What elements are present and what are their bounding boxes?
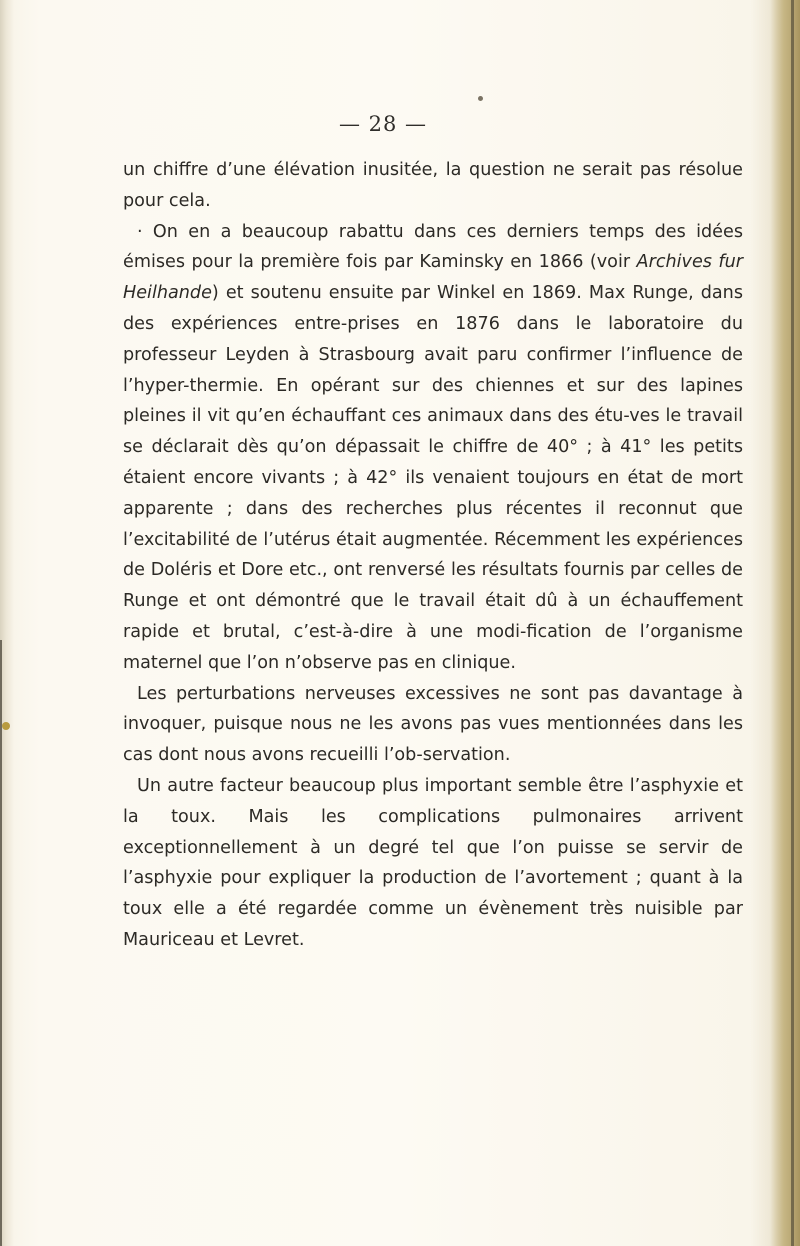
paragraph-1: un chiffre d’une élévation inusitée, la question ne serait pas résolue pour cela.: [123, 160, 743, 211]
paragraph-2-part-2: ) et soutenu ensuite par Winkel en 1869. Max Runge, dans des expériences entre-prises en 1876 dans le laboratoire du professeur Leyden à Strasbourg avait paru confirmer l’influence de l’hyper-thermie. En opérant sur des chiennes et sur des lapines pleines il vit qu’en échauffant ces animaux dans des étu-ves le travail se déclarait dès qu’on dépassait le chiffre de 40° ; à 41° les petits étaient encore vivants ; à 42° ils venaient toujours en état de mort apparente ; dans des recherches plus récentes il reconnut que l’excitabilité de l’utérus était augmentée. Récemment les expériences de Doléris et Dore etc., ont renversé les résultats fournis par celles de Runge et ont démontré que le travail était dû à un échauffement rapide et brutal, c’est-à-dire à une modi-fication de l’organisme maternel que l’on n’observe pas en clinique.: [123, 283, 743, 673]
paragraph-4: Un autre facteur beaucoup plus important semble être l’asphyxie et la toux. Mais les complications pulmonaires arrivent exceptionnellement à un degré tel que l’on puisse se servir de l’asphyxie pour expliquer la production de l’avortement ; quant à la toux elle a été regardée comme un évènement très nuisible par Mauriceau et Levret.: [123, 775, 743, 950]
page-number: — 28 —: [338, 112, 428, 136]
page-right-edge: [770, 0, 800, 1246]
journal-title: Archives fur Heilhande: [123, 252, 743, 304]
margin-stain: [2, 722, 10, 730]
page-right-binding-line: [791, 0, 794, 1246]
paragraph-2-part-1: · On en a beaucoup rabattu dans ces derniers temps des idées émises pour la première fois par Kaminsky en 1866 (voir: [123, 221, 743, 273]
body-text: [123, 155, 743, 956]
paragraph-3: Les perturbations nerveuses excessives ne sont pas davantage à invoquer, puisque nous ne les avons pas vues mentionnées dans les cas dont nous avons recueilli l’ob-servation.: [123, 683, 743, 766]
page-binding-line: [0, 640, 2, 1246]
ink-speck: [478, 96, 483, 101]
paragraph-2: [123, 217, 743, 679]
page-left-edge: [0, 0, 14, 1246]
